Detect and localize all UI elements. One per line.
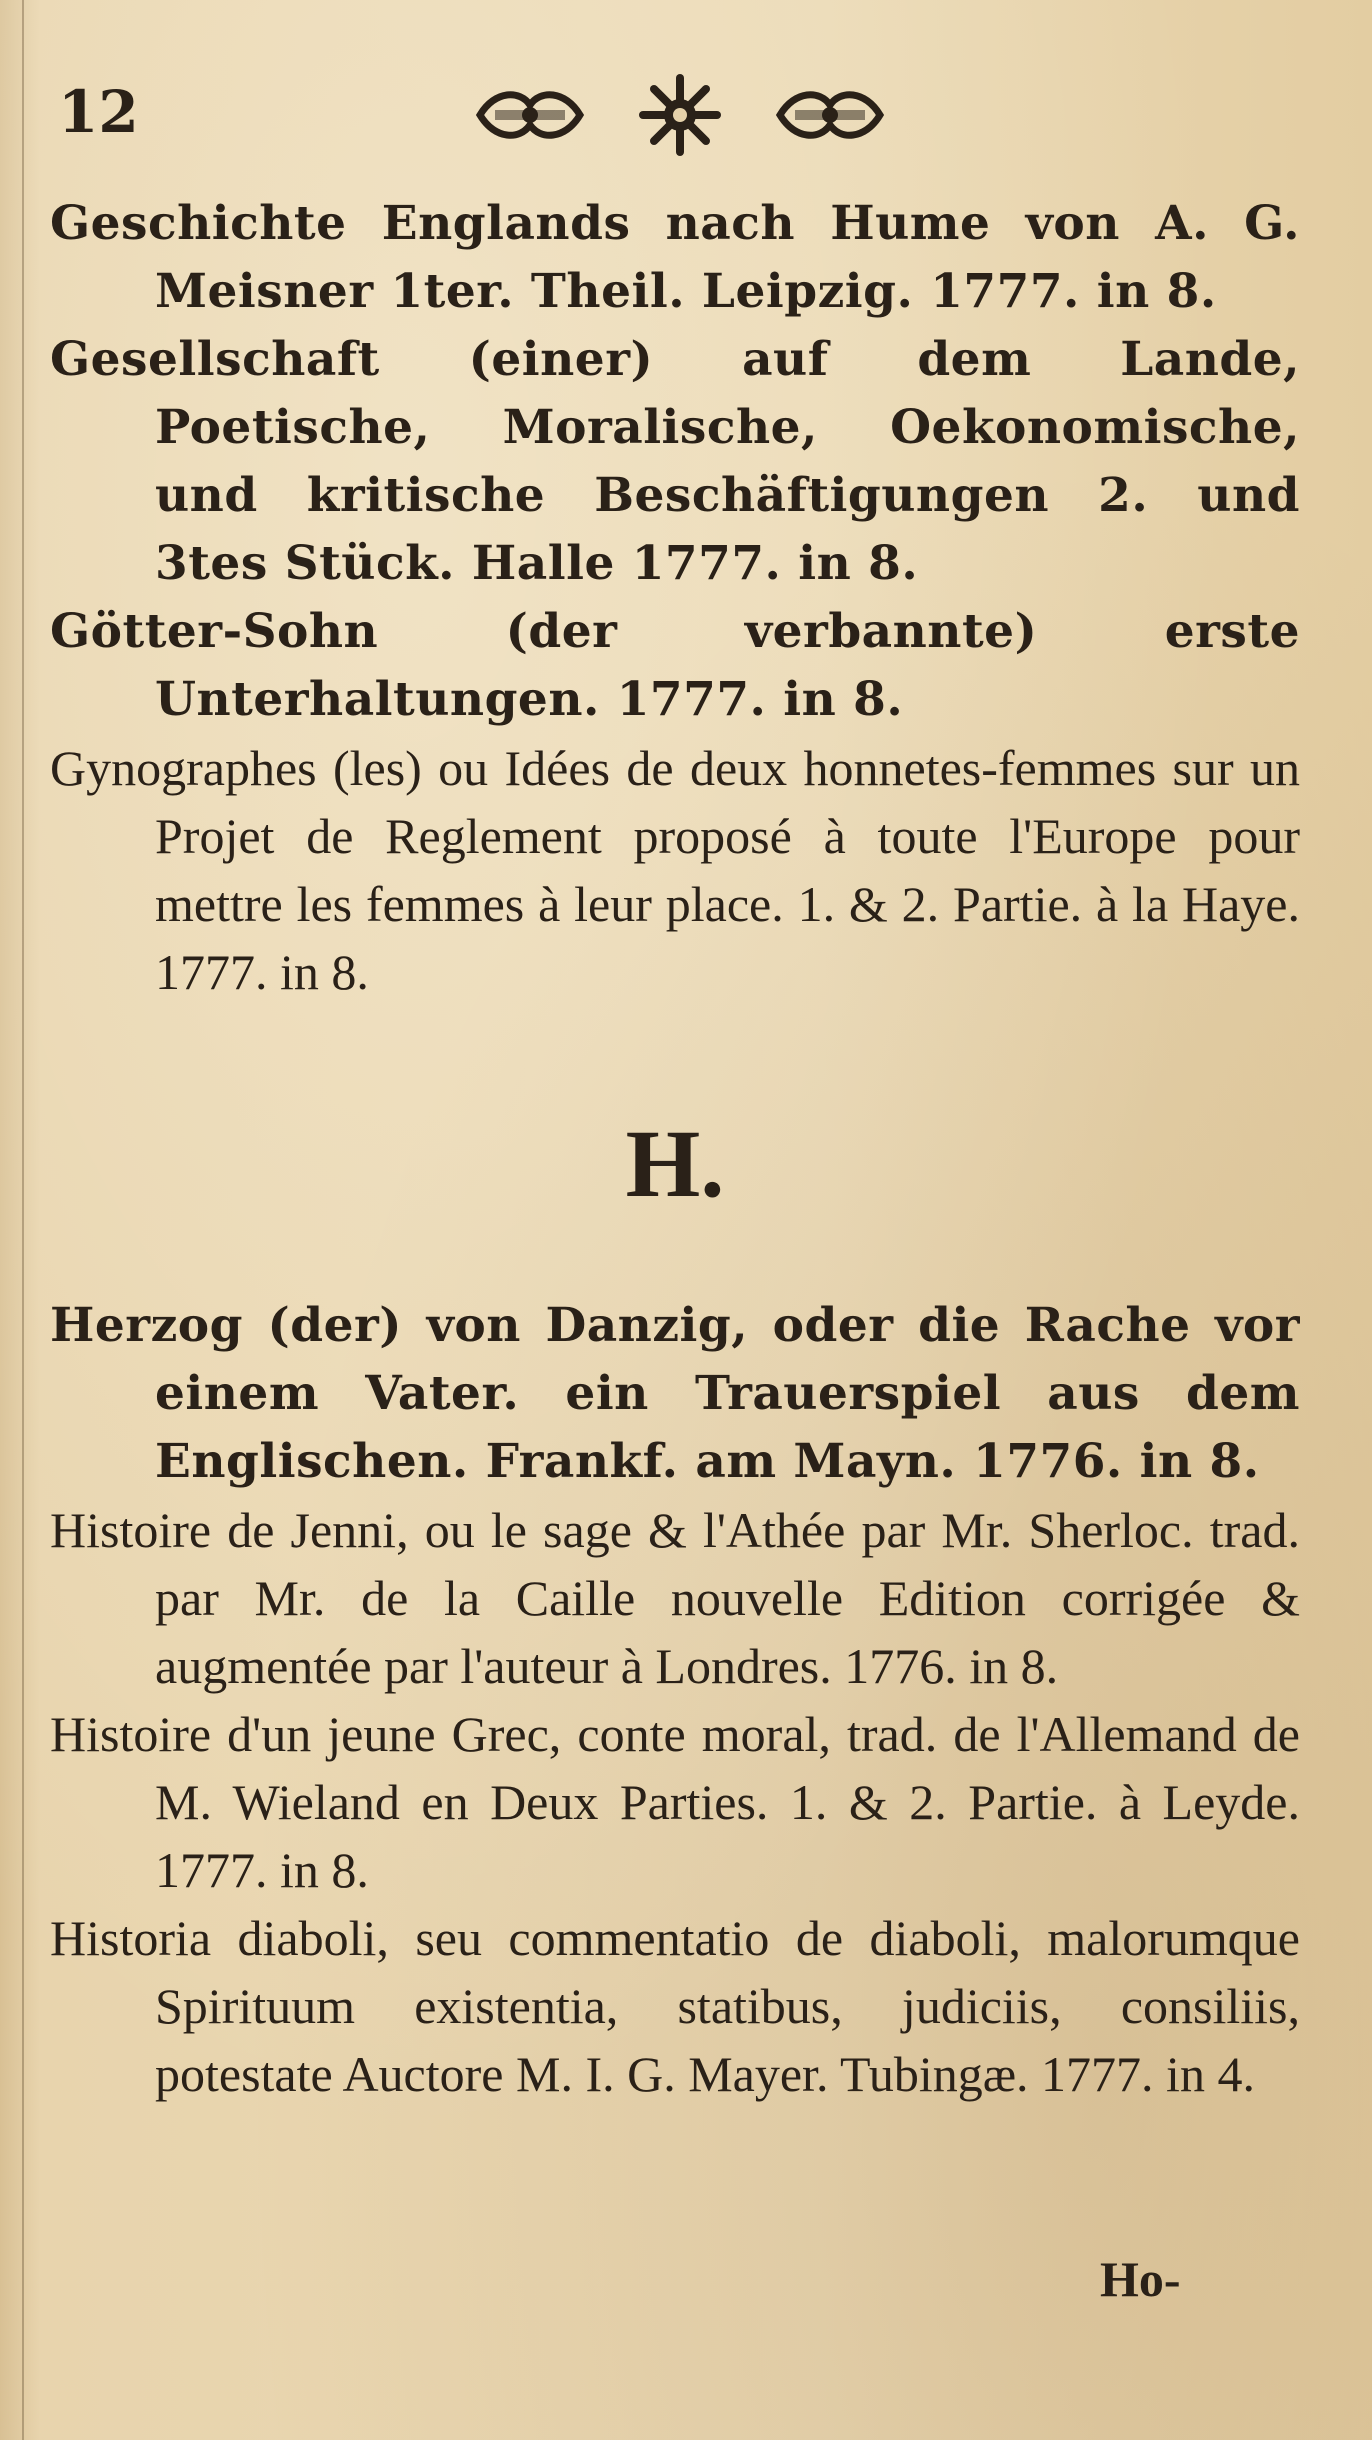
catalog-entry: Götter-Sohn (der verbannte) erste Unterhaltungen. 1777. in 8. <box>50 604 1300 727</box>
catalog-entry: Historia diaboli, seu commentatio de diaboli, malorumque Spirituum existentia, statibus, judiciis, consiliis, potestate Auctore M. I. G. Mayer. Tubingæ. 1777. in 4. <box>50 1910 1300 2102</box>
catalog-entry: Histoire d'un jeune Grec, conte moral, trad. de l'Allemand de M. Wieland en Deux Parties. 1. & 2. Partie. à Leyde. 1777. in 8. <box>50 1706 1300 1898</box>
catalog-entry: Gesellschaft (einer) auf dem Lande, Poetische, Moralische, Oekonomische, und kritische Beschäftigungen 2. und 3tes Stück. Halle 1777. in 8. <box>50 332 1300 591</box>
catalog-entries <box>50 190 1300 2108</box>
catalog-entry: Histoire de Jenni, ou le sage & l'Athée par Mr. Sherloc. trad. par Mr. de la Caille nouvelle Edition corrigée & augmentée par l'auteur à Londres. 1776. in 8. <box>50 1502 1300 1694</box>
catalog-entry: Gynographes (les) ou Idées de deux honnetes-femmes sur un Projet de Reglement proposé à toute l'Europe pour mettre les femmes à leur place. 1. & 2. Partie. à la Haye. 1777. in 8. <box>50 740 1300 1000</box>
catalog-entry: Geschichte Englands nach Hume von A. G. Meisner 1ter. Theil. Leipzig. 1777. in 8. <box>50 196 1300 319</box>
page-gutter <box>22 0 24 2440</box>
page-header <box>0 70 1372 160</box>
section-heading: H. <box>625 1110 725 1217</box>
ornament-icon <box>470 70 890 160</box>
catalog-entry: Herzog (der) von Danzig, oder die Rache vor einem Vater. ein Trauerspiel aus dem Englischen. Frankf. am Mayn. 1776. in 8. <box>50 1298 1300 1489</box>
catchword: Ho- <box>1100 2251 1181 2307</box>
page-number: 12 <box>58 78 139 146</box>
